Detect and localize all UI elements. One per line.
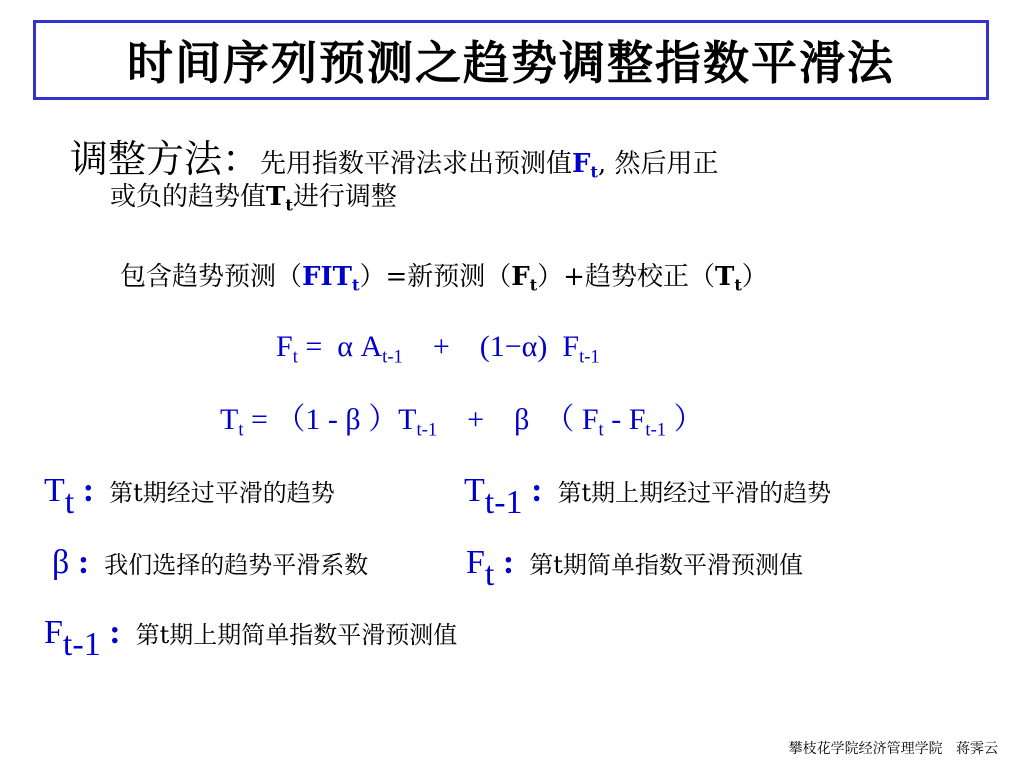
formula-ft: $F_t = \alpha$ $A_{t-1}$ + (1−α) $F_{t-1}$ <box>276 330 600 368</box>
def-tt1: $T_{t-1}$ : 第t期上期经过平滑的趋势 <box>464 472 832 521</box>
title-box <box>33 20 989 100</box>
def-ft1-desc: 第t期上期简单指数平滑预测值 <box>135 621 458 649</box>
formula-tt: $T_t = (1 - \beta$ ）$T_{t-1}$ + β （ $F_t - F_{t-1}$ ） <box>220 403 704 441</box>
relation-line: 包含趋势预测$(FIT_t)=$新预测$(F_t)+$趋势校正$(T_t)$ <box>120 262 768 295</box>
def-ft-desc: 第t期简单指数平滑预测值 <box>529 551 803 579</box>
alpha-symbol-2: α <box>521 330 538 363</box>
method-heading: 调整方法： <box>70 137 261 181</box>
method-text-1-end: , 然后用正 <box>597 149 719 179</box>
def-ft: $F_t$ : 第t期简单指数平滑预测值 <box>466 544 803 593</box>
footer-credit: 攀枝花学院经济管理学院 蒋霁云 <box>788 741 998 757</box>
relation-t: $T_t$ <box>714 262 742 295</box>
method-text-2-end: 进行调整 <box>292 182 397 212</box>
def-tt-desc: 第t期经过平滑的趋势 <box>109 479 335 507</box>
method-line-1 <box>70 128 718 183</box>
def-tt1-desc: 第t期上期经过平滑的趋势 <box>557 479 832 507</box>
alpha-symbol: α <box>337 330 353 363</box>
def-ft1: $F_{t-1}$ : 第t期上期简单指数平滑预测值 <box>44 614 458 663</box>
slide-title: 时间序列预测之趋势调整指数平滑法 <box>127 36 895 90</box>
def-tt: $T_t$ : 第t期经过平滑的趋势 <box>44 472 335 521</box>
beta-symbol-2: β <box>514 403 530 436</box>
def-beta: β : 我们选择的趋势平滑系数 <box>52 544 369 581</box>
method-text-2: 或负的趋势值 <box>110 182 267 212</box>
method-ft: $F_t$ <box>572 149 598 182</box>
relation-fit: $FIT_t$ <box>302 262 360 295</box>
method-tt: $T_t$ <box>266 182 293 215</box>
def-beta-desc: 我们选择的趋势平滑系数 <box>104 551 369 579</box>
method-text-1: 先用指数平滑法求出预测值 <box>260 149 573 179</box>
method-line-2 <box>110 176 397 213</box>
relation-f: $F_t$ <box>511 262 538 295</box>
beta-symbol: β <box>345 403 361 436</box>
